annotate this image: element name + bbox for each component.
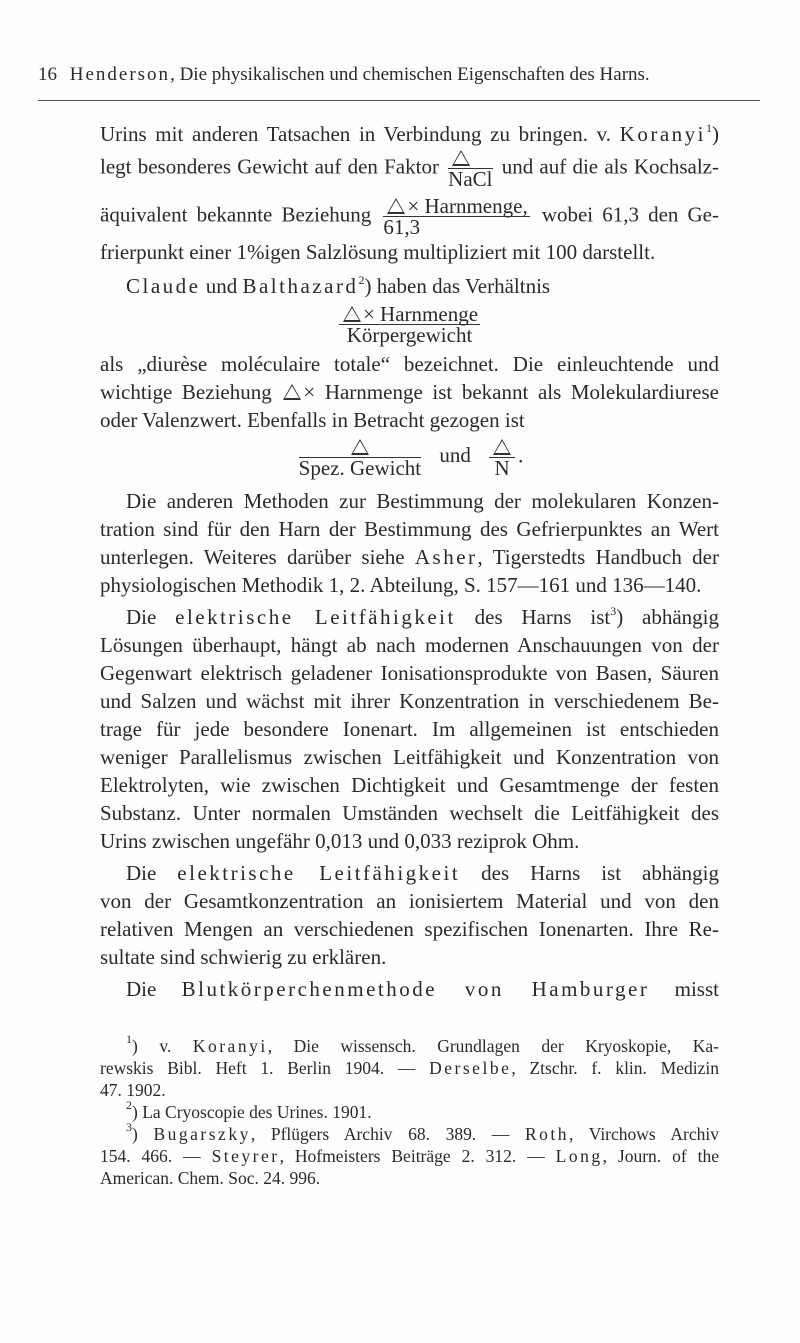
- delta-symbol: [493, 439, 511, 455]
- footnote-1-line-3: 47. 1902.: [100, 1080, 166, 1100]
- text-line: Elektrolyten, wie zwischen Dichtigkeit und Gesamtmenge der festen: [100, 773, 719, 797]
- header-author: Henderson: [69, 64, 171, 85]
- emphasis: Blutkörperchenmethode von Hamburger: [181, 977, 650, 1001]
- footnote-3-line-3: American. Chem. Soc. 24. 996.: [100, 1168, 321, 1188]
- author-name: Koranyi: [619, 122, 706, 146]
- footnote-1-line-2: rewskis Bibl. Heft 1. Berlin 1904. — Derselbe, Ztschr. f. klin. Medizin: [100, 1058, 719, 1078]
- formula-ratio: $\frac{\text{× Harnmenge}}{\text{Körpergewicht}}$: [100, 304, 719, 345]
- author-name: Derselbe: [429, 1058, 512, 1078]
- running-header: [38, 64, 758, 86]
- delta-symbol: [452, 150, 470, 166]
- text-line: oder Valenzwert. Ebenfalls in Betracht gezogen ist: [100, 408, 525, 432]
- text-line: Claude und Balthazard$^2$) haben das Verhältnis: [126, 273, 551, 298]
- text-span: und auf die als Kochsalz-: [501, 154, 719, 179]
- text-line: trage für jede besondere Ionenart. Im allgemeinen ist entschieden: [100, 717, 719, 741]
- text-line: Urins zwischen ungefähr 0,013 und 0,033 reziprok Ohm.: [100, 829, 580, 853]
- text-line: [100, 196, 719, 237]
- text-line: [100, 148, 719, 189]
- text-span: wobei 61,3 den Ge-: [541, 202, 719, 227]
- text-line: Die Blutkörperchenmethode von Hamburger misst: [126, 977, 719, 1001]
- fraction-harnmenge: $\frac{\text{× Harnmenge,}}{61,3}$: [383, 194, 528, 239]
- text-line: von der Gesamtkonzentration an ionisiertem Material und von den: [100, 889, 719, 913]
- footnote-ref: 2: [358, 273, 365, 287]
- text-line: Urins mit anderen Tatsachen in Verbindung zu bringen. v. Koranyi$^1$): [100, 121, 719, 146]
- text-line: sultate sind schwierig zu erklären.: [100, 945, 387, 969]
- text-line: unterlegen. Weiteres darüber siehe Asher, Tigerstedts Handbuch der: [100, 545, 719, 569]
- text-line: und Salzen und wächst mit ihrer Konzentration in verschiedenem Be-: [100, 689, 719, 713]
- text-line: Die elektrische Leitfähigkeit des Harns ist$^3$) abhängig: [126, 604, 719, 629]
- text-line: Lösungen überhaupt, hängt ab nach modernen Anschauungen von der: [100, 633, 719, 657]
- text-span: Urins mit anderen Tatsachen in Verbindung zu bringen. v.: [100, 122, 620, 146]
- header-title: , Die physikalischen und chemischen Eigenschaften des Harns.: [170, 64, 650, 85]
- text-line: Die anderen Methoden zur Bestimmung der molekularen Konzen-: [126, 489, 719, 513]
- footnote-ref: 3: [610, 604, 617, 618]
- delta-symbol: [387, 198, 405, 214]
- footnote-3: $^3$) Bugarszky, Pflügers Archiv 68. 389. — Roth, Virchows Archiv: [126, 1120, 719, 1144]
- text-line: Gegenwart elektrisch geladener Ionisationsprodukte von Basen, Säuren: [100, 661, 719, 685]
- author-name: Koranyi: [192, 1036, 268, 1056]
- author-name: Balthazard: [242, 274, 359, 298]
- page-number: 16: [38, 64, 57, 85]
- text-span: äquivalent bekannte Beziehung: [100, 202, 372, 227]
- author-name: Claude: [126, 274, 201, 298]
- formula-pair: Spez. Gewicht und N .: [100, 437, 719, 478]
- footnote-ref: 1: [706, 121, 712, 135]
- text-line: relativen Mengen an verschiedenen spezifischen Ionenarten. Ihre Re-: [100, 917, 719, 941]
- author-name: Long: [555, 1146, 603, 1166]
- author-name: Roth: [524, 1124, 570, 1144]
- fraction-delta-nacl: NaCl: [448, 148, 492, 189]
- text-line: als „diurèse moléculaire totale“ bezeichnet. Die einleuchtende und: [100, 352, 719, 376]
- footnote-3-line-2: 154. 466. — Steyrer, Hofmeisters Beiträge 2. 312. — Long, Journ. of the: [100, 1146, 720, 1166]
- delta-symbol: [351, 439, 369, 455]
- footnote-2: $^2$) La Cryoscopie des Urines. 1901.: [126, 1098, 372, 1122]
- header-rule: [38, 100, 760, 101]
- text-line: physiologischen Methodik 1, 2. Abteilung, S. 157—161 und 136—140.: [100, 573, 702, 597]
- text-line: Substanz. Unter normalen Umständen wechselt die Leitfähigkeit des: [100, 801, 719, 825]
- footnote-1: $^1$) v. Koranyi, Die wissensch. Grundlagen der Kryoskopie, Ka-: [126, 1032, 719, 1056]
- author-name: Bugarszky: [153, 1124, 251, 1144]
- text-line: Die elektrische Leitfähigkeit des Harns ist abhängig: [126, 861, 719, 885]
- text-line: tration sind für den Harn der Bestimmung des Gefrierpunktes an Wert: [100, 517, 719, 541]
- text-line: frierpunkt einer 1%igen Salzlösung multipliziert mit 100 darstellt.: [100, 240, 656, 264]
- text-span: legt besonderes Gewicht auf den Faktor: [100, 154, 439, 179]
- emphasis: elektrische Leitfähigkeit: [177, 861, 461, 885]
- author-name: Steyrer: [211, 1146, 280, 1166]
- delta-symbol: [343, 306, 361, 322]
- author-name: Asher: [414, 545, 478, 569]
- text-line: wichtige Beziehung × Harnmenge ist bekannt als Molekulardiurese: [100, 380, 720, 404]
- emphasis: elektrische Leitfähigkeit: [175, 605, 456, 629]
- delta-symbol: [283, 384, 301, 400]
- text-line: weniger Parallelismus zwischen Leitfähigkeit und Konzentration von: [100, 745, 719, 769]
